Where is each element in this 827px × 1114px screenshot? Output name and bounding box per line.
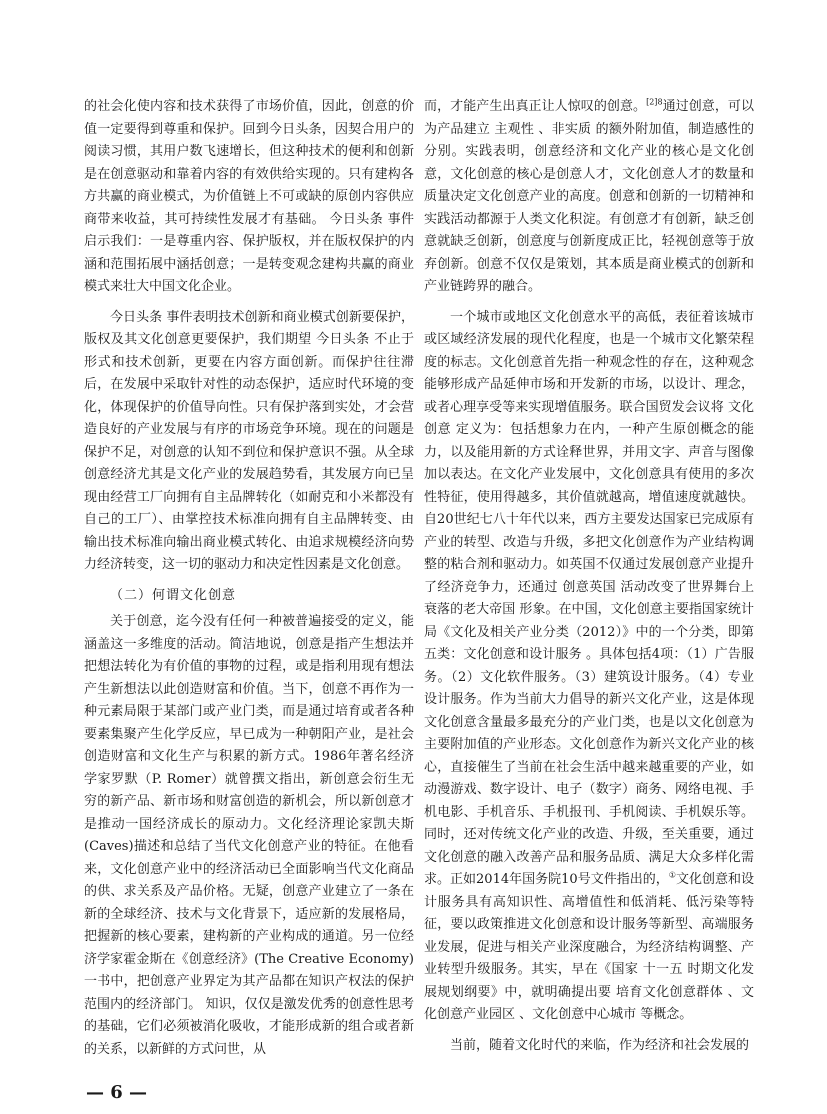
section-heading: （二）何谓文化创意 [110, 587, 237, 603]
citation-ref: [2]8 [646, 97, 663, 107]
left-paragraph-1: 的社会化使内容和技术获得了市场价值，因此，创意的价值一定要得到尊重和保护。回到今日头条，因契合用户的阅读习惯，其用户数飞速增长，但这种技术的便利和创新是在创意驱动和靠着内容的有效供给实现的。只有建构各方共赢的商业模式，为价值链上不可或缺的原创内容供应商带来收益，其可持续性发展才有基础。 今日头条 事件启示我们：一是尊重内容、保护版权，并在版权保护的内涵和范围拓展中涵括创意；一是转变观念建构共赢的商业模式来壮大中国文化企业。 [84, 99, 414, 294]
right-paragraph-2 [424, 307, 754, 1027]
page-number: — 6 — [86, 1082, 148, 1103]
left-paragraph-2: 今日头条 事件表明技术创新和商业模式创新要保护，版权及其文化创意更要保护，我们期望 今日头条 不止于形式和技术创新，更要在内容方面创新。而保护往往滞后，在发展中采取针对性的动态保护，适应时代环境的变化，体现保护的价值导向性。只有保护落到实处，才会营造良好的产业发展与有序的市场竞争环境。现在的问题是保护不足，对创意的认知不到位和保护意识不强。从全球创意经济尤其是文化产业的发展趋势看，其发展方向已呈现由经营工厂向拥有自主品牌转化（如耐克和小米都没有自己的工厂）、由掌控技术标准向拥有自主品牌转变、由输出技术标准向输出商业模式转化、由追求规模经济向势力经济转变，这一切的驱动力和决定性因素是文化创意。 [84, 309, 414, 572]
left-column [84, 96, 414, 1069]
footnote-marker: ① [668, 870, 676, 880]
right-paragraph-1a: 而，才能产生出真正让人惊叹的创意。 [424, 99, 647, 114]
right-paragraph-1b: 通过创意，可以为产品建立 主观性 、非实质 的额外附加值，制造感性的分别。实践表明，创意经济和文化产业的核心是文化创意，文化创意的核心是创意人才，文化创意人才的数量和质量决定文化创意产业的高度。创意和创新的一切精神和实践活动都源于人类文化积淀。有创意才有创新，缺乏创意就缺乏创新，创意度与创新度成正比，轻视创意等于放弃创新。创意不仅仅是策划，其本质是商业模式的创新和产业链跨界的融合。 [424, 99, 754, 294]
right-column [424, 96, 754, 1065]
right-paragraph-2a: 一个城市或地区文化创意水平的高低，表征着该城市或区域经济发展的现代化程度，也是一个城市文化繁荣程度的标志。文化创意首先指一种观念性的存在，这种观念能够形成产品延伸市场和开发新的市场，以设计、理念，或者心理享受等来实现增值服务。联合国贸发会议将 文化创意 定义为：包括想象力在内，一种产生原创概念的能力，以及能用新的方式诠释世界，并用文字、声音与图像加以表达。在文化产业发展中，文化创意具有使用的多次性特征，使用得越多，其价值就越高，增值速度就越快。自20世纪七八十年代以来，西方主要发达国家已完成原有产业的转型、改造与升级，多把文化创意作为产业结构调整的粘合剂和驱动力。如英国不仅通过发展创意产业提升了经济竞争力，还通过 创意英国 活动改变了世界舞台上 衰落的老大帝国 形象。在中国，文化创意主要指国家统计局《文化及相关产业分类（2012）》中的一个分类，即第五类：文化创意和设计服务 。具体包括4项：（1）广告服务。（2）文化软件服务。（3）建筑设计服务。（4）专业设计服务。作为当前大力倡导的新兴文化产业，这是体现文化创意含量最多最充分的产业门类，也是以文化创意为主要附加值的产业形态。文化创意作为新兴文化产业的核心，直接催生了当前在社会生活中越来越重要的产业，如动漫游戏、数字设计、电子（数字）商务、网络电视、手机电影、手机音乐、手机报刊、手机阅读、手机娱乐等。同时，还对传统文化产业的改造、升级，至关重要，通过文化创意的融入改善产品和服务品质、满足大众多样化需求。正如2014年国务院10号文件指出的， [424, 309, 754, 887]
right-paragraph-1 [424, 96, 754, 299]
right-paragraph-3: 当前，随着文化时代的来临，作为经济和社会发展的 [450, 1037, 750, 1053]
left-paragraph-3: 关于创意，迄今没有任何一种被普遍接受的定义，能涵盖这一多维度的活动。简洁地说，创意是指产生想法并把想法转化为有价值的事物的过程，或是指利用现有想法产生新想法以此创造财富和价值。当下，创意不再作为一种元素局限于某部门或产业门类，而是通过培育或者各种要素集聚产生化学反应，早已成为一种朝阳产业，是社会创造财富和文化生产与积累的新方式。1986年著名经济学家罗默（P. Romer）就曾撰文指出，新创意会衍生无穷的新产品、新市场和财富创造的新机会，所以新创意才是推动一国经济成长的原动力。文化经济理论家凯夫斯(Caves)描述和总结了当代文化创意产业的特征。在他看来，文化创意产业中的经济活动已全面影响当代文化商品的供、求关系及产品价格。无疑，创意产业建立了一条在新的全球经济、技术与文化背景下，适应新的发展格局，把握新的核心要素，建构新的产业构成的通道。另一位经济学家霍金斯在《创意经济》(The Creative Economy)一书中，把创意产业界定为其产品都在知识产权法的保护范围内的经济部门。 知识，仅仅是激发优秀的创意性思考的基础，它们必须被消化吸收，才能形成新的组合或者新的关系，以新鲜的方式问世，从 [84, 614, 414, 1057]
right-paragraph-2b: 文化创意和设计服务具有高知识性、高增值性和低消耗、低污染等特征，要以政策推进文化创意和设计服务等新型、高端服务业发展，促进与相关产业深度融合，为经济结构调整、产业转型升级服务。其实，早在《国家 十一五 时期文化发展规划纲要》中，就明确提出要 培育文化创意群体 、文化创意产业园区 、文化创意中心城市 等概念。 [424, 872, 754, 1022]
